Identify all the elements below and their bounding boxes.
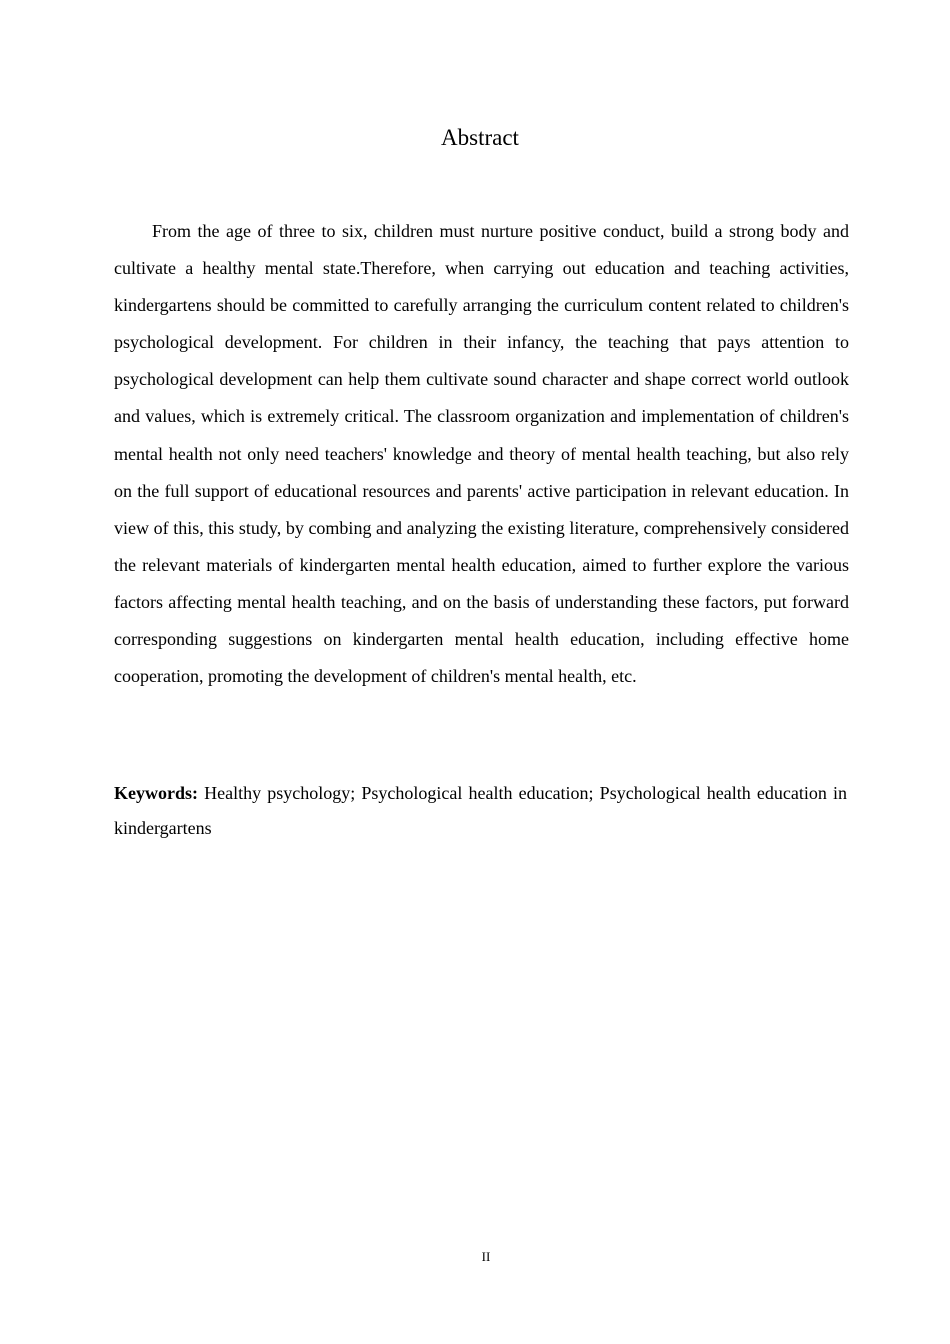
abstract-title: Abstract [441, 125, 519, 150]
keywords-label: Keywords: [114, 783, 198, 803]
keywords-text: Healthy psychology; Psychological health education; Psychological health education in kindergartens [114, 783, 848, 838]
keywords-paragraph [114, 776, 847, 846]
abstract-body: From the age of three to six, children must nurture positive conduct, build a strong body and cultivate a healthy mental state.Therefore, when carrying out education and teaching activities, kindergartens should be committed to carefully arranging the curriculum content related to children's psychological development. For children in their infancy, the teaching that pays attention to psychological development can help them cultivate sound character and shape correct world outlook and values, which is extremely critical. The classroom organization and implementation of children's mental health not only need teachers' knowledge and theory of mental health teaching, but also rely on the full support of educational resources and parents' active participation in relevant education. In view of this, this study, by combing and analyzing the existing literature, comprehensively considered the relevant materials of kindergarten mental health education, aimed to further explore the various factors affecting mental health teaching, and on the basis of understanding these factors, put forward corresponding suggestions on kindergarten mental health education, including effective home cooperation, promoting the development of children's mental health, etc. [114, 221, 849, 687]
page-number: II [481, 1249, 491, 1264]
